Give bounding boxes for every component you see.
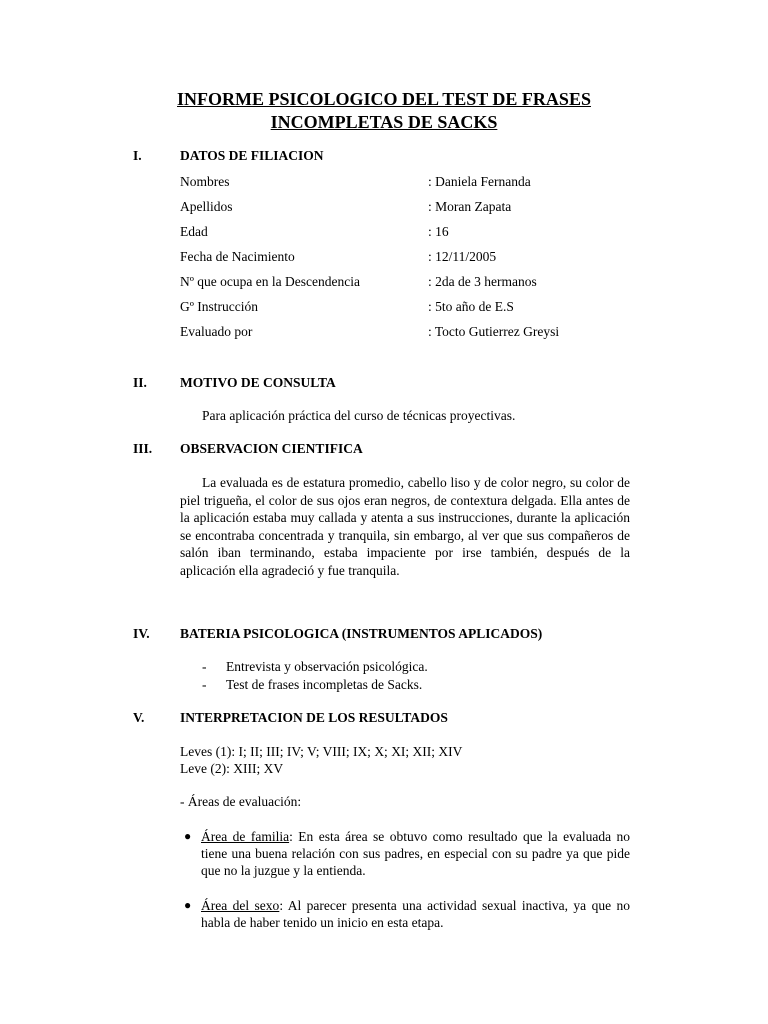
area-sexo-body: Al parecer presenta una actividad sexual inactiva, ya que no habla de haber tenido un inicio en esta etapa.	[201, 898, 630, 930]
dash-marker: -	[202, 659, 207, 674]
section-3-number: III.	[133, 441, 153, 456]
document-title-line1: INFORME PSICOLOGICO DEL TEST DE FRASES	[177, 89, 591, 109]
observacion-paragraph: La evaluada es de estatura promedio, cabello liso y de color negro, su color de piel trigueña, el color de sus ojos eran negros, de contextura delgada. Ella antes de la aplicación estaba muy callada y atenta a sus instrucciones, durante la aplicación se encontraba concentrada y tranquila, sin embargo, al ver que sus compañeros de salón iban terminando, estaba impaciente por irse también, después de la aplicación ella agradeció y fue tranquila.	[180, 475, 630, 578]
area-sexo-name: Área del sexo	[201, 898, 280, 913]
field-value-evaluado-por: : Tocto Gutierrez Greysi	[428, 324, 560, 339]
section-1-number: I.	[133, 148, 142, 163]
instrument-item	[202, 677, 422, 693]
instrument-item	[202, 659, 428, 675]
motivo-consulta-text: Para aplicación práctica del curso de técnicas proyectivas.	[202, 408, 516, 423]
dash-marker: -	[202, 677, 207, 692]
leves-1-line: Leves (1): I; II; III; IV; V; VIII; IX; X; XI; XII; XIV	[180, 744, 463, 759]
field-label-edad: Edad	[180, 224, 208, 239]
area-sexo-separator: :	[279, 898, 284, 913]
area-familia-separator: :	[289, 829, 293, 844]
document-title-line2: INCOMPLETAS DE SACKS	[270, 112, 498, 132]
area-familia-text	[186, 828, 630, 879]
field-label-fecha-nacimiento: Fecha de Nacimiento	[180, 249, 295, 264]
field-label-apellidos: Apellidos	[180, 199, 233, 214]
field-value-instruccion: : 5to año de E.S	[428, 299, 514, 314]
bullet-icon: ●	[184, 829, 192, 843]
field-value-apellidos: : Moran Zapata	[428, 199, 512, 214]
section-3-title: OBSERVACION CIENTIFICA	[180, 441, 363, 456]
instrument-text: Test de frases incompletas de Sacks.	[226, 677, 423, 692]
section-5-title: INTERPRETACION DE LOS RESULTADOS	[180, 710, 448, 725]
areas-evaluacion-label: - Áreas de evaluación:	[180, 794, 302, 809]
field-label-nombres: Nombres	[180, 174, 230, 189]
instrument-text: Entrevista y observación psicológica.	[226, 659, 428, 674]
section-2-title: MOTIVO DE CONSULTA	[180, 375, 336, 390]
area-familia-body: En esta área se obtuvo como resultado que la evaluada no tiene una buena relación con sus padres, en especial con su padre ya que pide que no la juzgue y la entienda.	[201, 829, 630, 878]
area-familia-item	[186, 828, 630, 879]
field-value-fecha-nacimiento: : 12/11/2005	[428, 249, 497, 264]
field-value-nombres: : Daniela Fernanda	[428, 174, 531, 189]
field-label-evaluado-por: Evaluado por	[180, 324, 253, 339]
area-sexo-text	[186, 897, 630, 931]
section-4-number: IV.	[133, 626, 150, 641]
bullet-icon: ●	[184, 898, 192, 912]
area-sexo-item	[186, 897, 630, 931]
field-value-edad: : 16	[428, 224, 449, 239]
field-label-instruccion: Gº Instrucción	[180, 299, 259, 314]
section-5-number: V.	[133, 710, 145, 725]
section-2-number: II.	[133, 375, 147, 390]
section-4-title: BATERIA PSICOLOGICA (INSTRUMENTOS APLICADOS)	[180, 626, 543, 641]
field-value-descendencia: : 2da de 3 hermanos	[428, 274, 537, 289]
section-1-title: DATOS DE FILIACION	[180, 148, 324, 163]
area-familia-name: Área de familia	[201, 829, 290, 844]
leve-2-line: Leve (2): XIII; XV	[180, 761, 284, 776]
field-label-descendencia: Nº que ocupa en la Descendencia	[180, 274, 360, 289]
